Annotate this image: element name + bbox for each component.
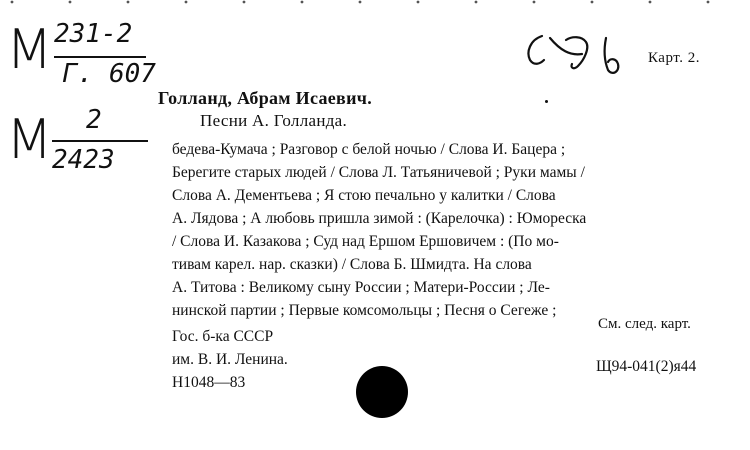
shelfmark-denominator: Г. 607 xyxy=(62,59,156,89)
imprint-line: Гос. б-ка СССР xyxy=(172,328,274,345)
top-edge-dots xyxy=(0,0,750,6)
imprint-line: Н1048—83 xyxy=(172,374,246,391)
ink-dot xyxy=(545,100,548,103)
contents-line: А. Лядова ; А любовь пришла зимой : (Карелочка) : Юмореска xyxy=(172,210,587,227)
contents-line: Берегите старых людей / Слова Л. Татьяничевой ; Руки мамы / xyxy=(172,164,585,181)
shelfmark-numerator: 231-2 xyxy=(54,19,133,49)
contents-line: / Слова И. Казакова ; Суд над Ершом Ершовичем : (По мо- xyxy=(172,233,559,250)
contents-line: тивам карел. нар. сказки) / Слова Б. Шмидта. На слова xyxy=(172,256,532,273)
contents-line: Слова А. Дементьева ; Я стою печально у калитки / Слова xyxy=(172,187,556,204)
contents-note xyxy=(172,138,732,322)
work-title: Песни А. Голланда. xyxy=(200,111,348,130)
contents-line: А. Титова : Великому сыну России ; Матери-России ; Ле- xyxy=(172,279,550,296)
shelfmark-handwritten-2 xyxy=(6,105,156,180)
classification-code: Щ94-041(2)я44 xyxy=(596,358,697,375)
author-heading: Голланд, Абрам Исаевич. xyxy=(158,88,373,108)
shelfmark-handwritten-1 xyxy=(6,20,156,90)
contents-line: нинской партии ; Первые комсомольцы ; Песня о Сегеже ; xyxy=(172,302,557,319)
imprint-line: им. В. И. Ленина. xyxy=(172,351,288,368)
fraction-line xyxy=(52,140,148,142)
fraction-line xyxy=(54,56,146,58)
handwritten-scribble xyxy=(520,30,630,80)
see-next-card: См. след. карт. xyxy=(598,316,691,332)
shelfmark-letter: М xyxy=(6,18,51,81)
contents-line: бедева-Кумача ; Разговор с белой ночью / Слова И. Бацера ; xyxy=(172,141,566,158)
library-imprint xyxy=(172,325,288,394)
shelfmark-letter: М xyxy=(6,108,51,171)
card-punch-hole xyxy=(356,366,408,418)
shelfmark-denominator: 2423 xyxy=(52,145,115,175)
shelfmark-numerator: 2 xyxy=(86,105,102,135)
card-number: Карт. 2. xyxy=(648,50,700,66)
